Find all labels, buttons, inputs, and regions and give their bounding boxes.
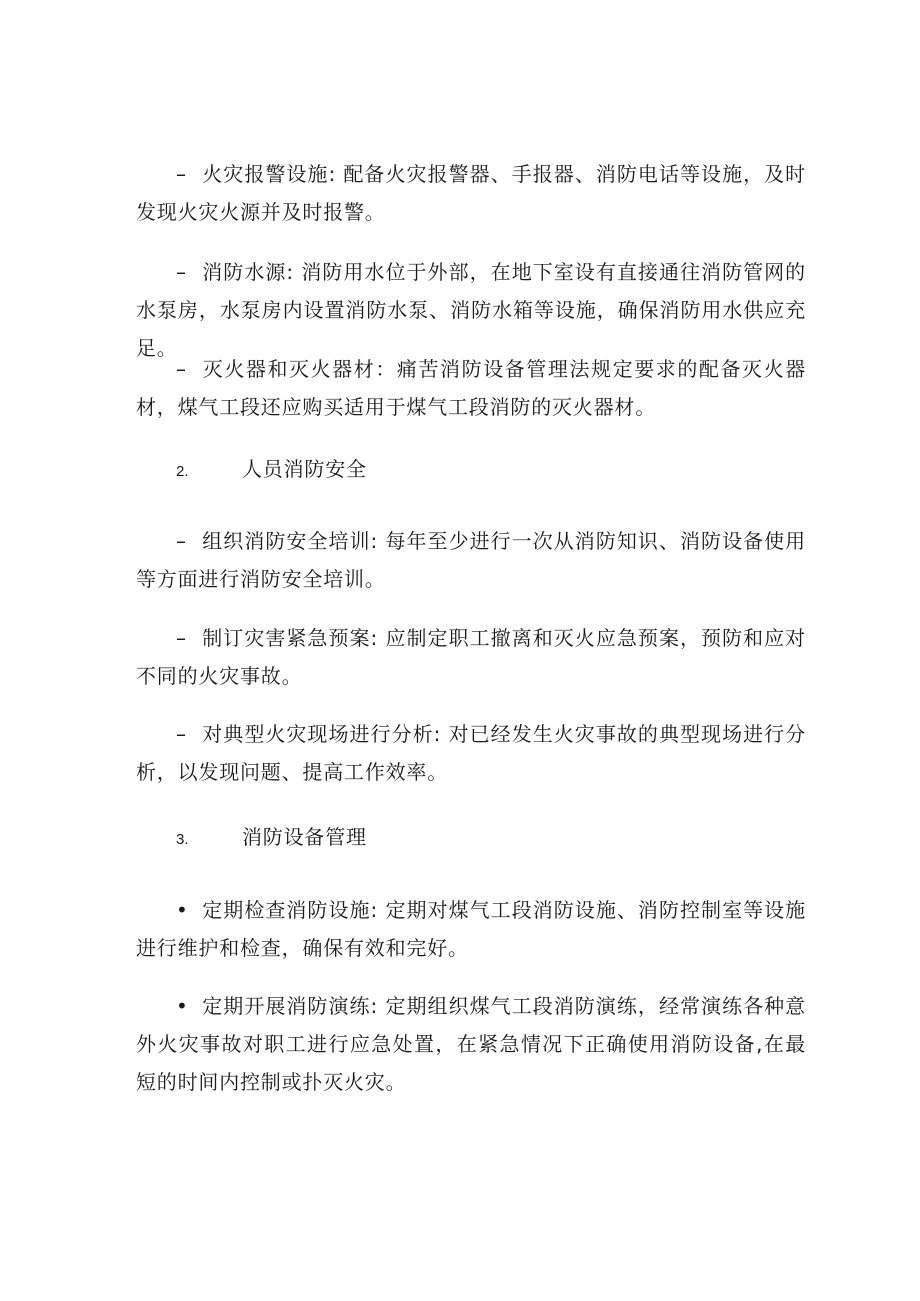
bullet-marker: •	[176, 898, 189, 922]
paragraph-text: 制订灾害紧急预案: 应制定职工撤离和灭火应急预案，预防和应对不同的火灾事故。	[136, 626, 806, 688]
section-title: 消防设备管理	[242, 825, 367, 849]
paragraph-training	[136, 522, 806, 598]
dash-marker: –	[176, 357, 187, 381]
paragraph-text: 对典型火灾现场进行分析: 对已经发生火灾事故的典型现场进行分析，以发现问题、提高工作效率。	[136, 722, 806, 784]
dash-marker: –	[176, 626, 187, 650]
section-number: 3.	[176, 831, 189, 848]
dash-marker: –	[176, 260, 187, 284]
paragraph-text: 消防水源: 消防用水位于外部，在地下室设有直接通往消防管网的水泵房，水泵房内设置消防水泵、消防水箱等设施，确保消防用水供应充足。	[136, 260, 806, 360]
paragraph-extinguishers	[136, 350, 806, 426]
section-heading-3	[176, 822, 367, 855]
dash-marker: –	[176, 162, 187, 186]
paragraph-site-analysis	[136, 715, 806, 791]
paragraph-inspection	[136, 891, 806, 967]
paragraph-emergency-plan	[136, 619, 806, 695]
paragraph-text: 定期开展消防演练: 定期组织煤气工段消防演练，经常演练各种意外火灾事故对职工进行应急处置，在紧急情况下正确使用消防设备,在最短的时间内控制或扑灭火灾。	[136, 994, 806, 1094]
section-heading-2	[176, 454, 367, 487]
paragraph-drills	[136, 987, 806, 1101]
paragraph-text: 灭火器和灭火器材：痛苦消防设备管理法规定要求的配备灭火器材，煤气工段还应购买适用于煤气工段消防的灭火器材。	[136, 357, 806, 419]
section-title: 人员消防安全	[242, 457, 367, 481]
dash-marker: –	[176, 722, 187, 746]
paragraph-text: 定期检查消防设施: 定期对煤气工段消防设施、消防控制室等设施进行维护和检查，确保有效和完好。	[136, 898, 806, 960]
paragraph-text: 组织消防安全培训: 每年至少进行一次从消防知识、消防设备使用等方面进行消防安全培训。	[136, 529, 806, 591]
paragraph-text: 火灾报警设施: 配备火灾报警器、手报器、消防电话等设施，及时发现火灾火源并及时报警。	[136, 162, 806, 224]
section-number: 2.	[176, 463, 189, 480]
bullet-marker: •	[176, 994, 189, 1018]
dash-marker: –	[176, 529, 187, 553]
paragraph-fire-alarm	[136, 155, 806, 231]
